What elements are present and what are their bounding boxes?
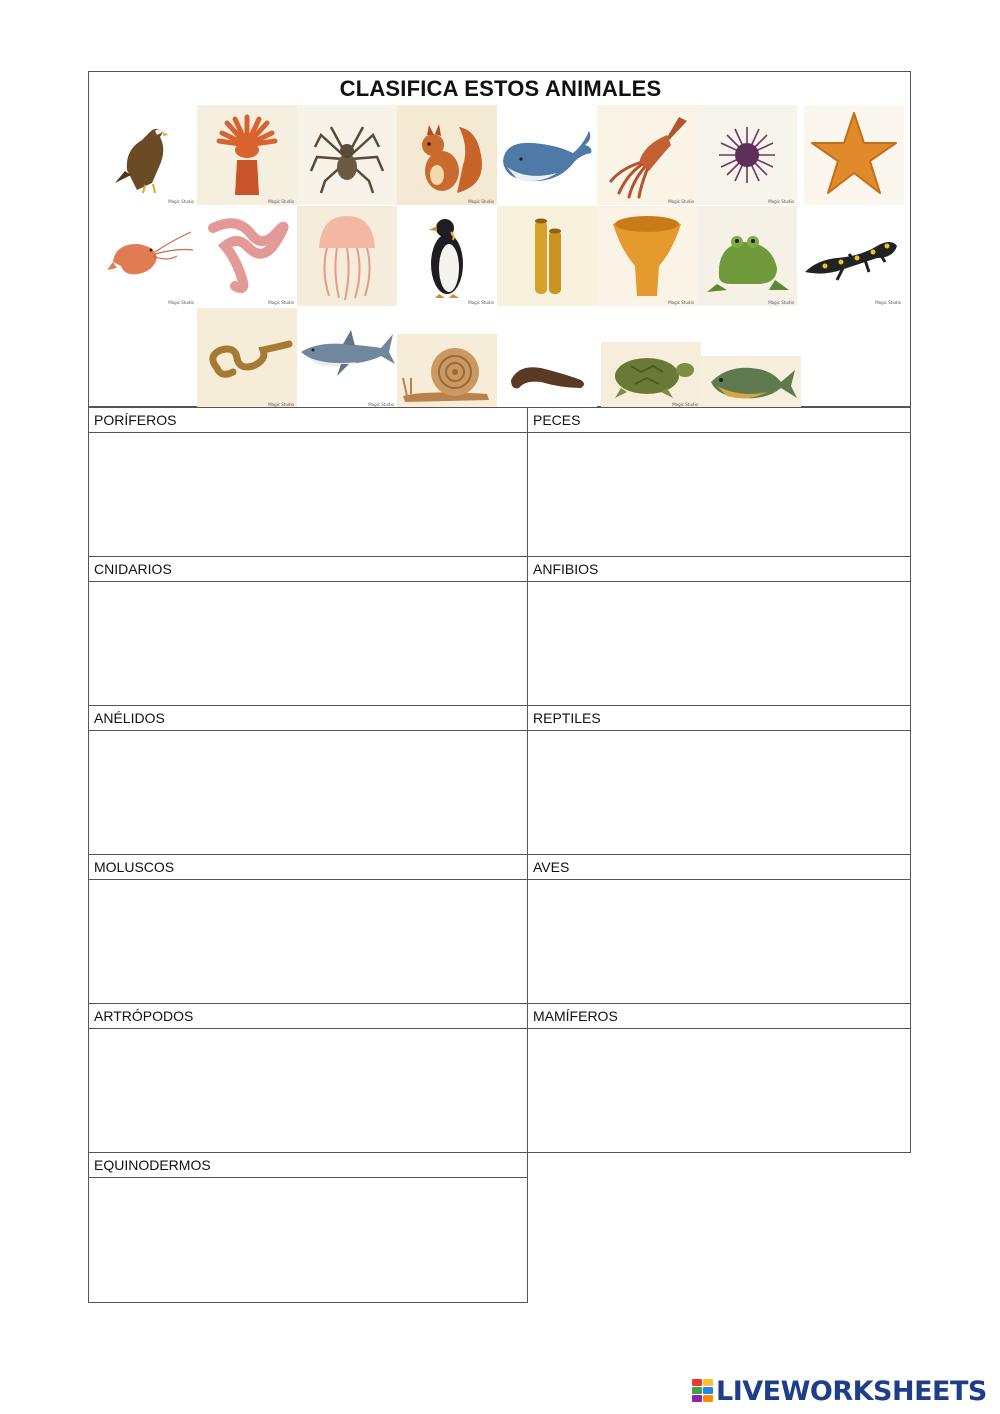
logo-block [703, 1387, 713, 1394]
category-label: AVES [528, 855, 910, 880]
answer-field-peces[interactable] [528, 433, 910, 556]
category-mamiferos [527, 1003, 911, 1153]
category-moluscos [88, 854, 528, 1004]
shrimp-icon [97, 206, 197, 306]
salamander-icon [797, 206, 904, 306]
category-cnidarios [88, 556, 528, 706]
category-reptiles [527, 705, 911, 855]
liveworksheets-logo[interactable] [692, 1374, 987, 1408]
answer-field-anfibios[interactable] [528, 582, 910, 705]
category-label: PORÍFEROS [89, 408, 527, 433]
animal-gallery [88, 71, 911, 407]
answer-field-cnidarios[interactable] [89, 582, 527, 705]
brand-name: LIVEWORKSHEETS [716, 1375, 987, 1407]
logo-block [692, 1379, 702, 1386]
answer-field-equinodermos[interactable] [89, 1178, 527, 1302]
vase-sponge-icon [597, 206, 697, 306]
starfish-icon [804, 105, 904, 205]
watermark: Magic Studio [875, 300, 901, 305]
category-label: ANÉLIDOS [89, 706, 527, 731]
watermark: Magic Studio [368, 402, 394, 407]
category-peces [527, 407, 911, 557]
watermark: Magic Studio [268, 199, 294, 204]
watermark: Magic Studio [268, 402, 294, 407]
logo-block [703, 1395, 713, 1402]
whale-icon [497, 105, 597, 205]
watermark: Magic Studio [168, 199, 194, 204]
answer-field-aves[interactable] [528, 880, 910, 1003]
tube-sponge-icon [497, 206, 597, 306]
watermark: Magic Studio [468, 199, 494, 204]
turtle-icon [601, 342, 701, 408]
fish-icon [701, 356, 801, 408]
earthworm-icon [197, 206, 297, 306]
watermark: Magic Studio [672, 402, 698, 407]
watermark: Magic Studio [168, 300, 194, 305]
logo-block [692, 1395, 702, 1402]
page-title: CLASIFICA ESTOS ANIMALES [339, 76, 662, 101]
category-artropodos [88, 1003, 528, 1153]
frog-icon [697, 206, 797, 306]
watermark: Magic Studio [668, 199, 694, 204]
sea-urchin-icon [697, 105, 797, 205]
snail-icon [397, 334, 497, 408]
category-label: EQUINODERMOS [89, 1153, 527, 1178]
watermark: Magic Studio [668, 300, 694, 305]
category-label: CNIDARIOS [89, 557, 527, 582]
category-label: MOLUSCOS [89, 855, 527, 880]
squid-icon [597, 105, 697, 205]
snake-icon [197, 308, 297, 408]
penguin-icon [397, 206, 497, 306]
answer-field-anelidos[interactable] [89, 731, 527, 854]
sea-anemone-icon [197, 105, 297, 205]
eagle-icon [97, 105, 197, 205]
leech-icon [497, 342, 597, 408]
category-aves [527, 854, 911, 1004]
answer-field-moluscos[interactable] [89, 880, 527, 1003]
answer-field-artropodos[interactable] [89, 1029, 527, 1152]
category-anfibios [527, 556, 911, 706]
category-label: ARTRÓPODOS [89, 1004, 527, 1029]
shark-icon [297, 308, 397, 408]
watermark: Magic Studio [768, 199, 794, 204]
watermark: Magic Studio [768, 300, 794, 305]
category-anelidos [88, 705, 528, 855]
watermark: Magic Studio [468, 300, 494, 305]
spider-icon [297, 105, 397, 205]
answer-field-poriferos[interactable] [89, 433, 527, 556]
answer-field-mamiferos[interactable] [528, 1029, 910, 1152]
logo-block [703, 1379, 713, 1386]
liveworksheets-logo-icon [692, 1379, 714, 1403]
category-label: MAMÍFEROS [528, 1004, 910, 1029]
category-equinodermos [88, 1152, 528, 1303]
category-poriferos [88, 407, 528, 557]
worksheet [88, 71, 911, 1303]
watermark: Magic Studio [268, 300, 294, 305]
answer-field-reptiles[interactable] [528, 731, 910, 854]
category-label: ANFIBIOS [528, 557, 910, 582]
category-label: PECES [528, 408, 910, 433]
logo-block [692, 1387, 702, 1394]
jellyfish-icon [297, 206, 397, 306]
category-label: REPTILES [528, 706, 910, 731]
squirrel-icon [397, 105, 497, 205]
